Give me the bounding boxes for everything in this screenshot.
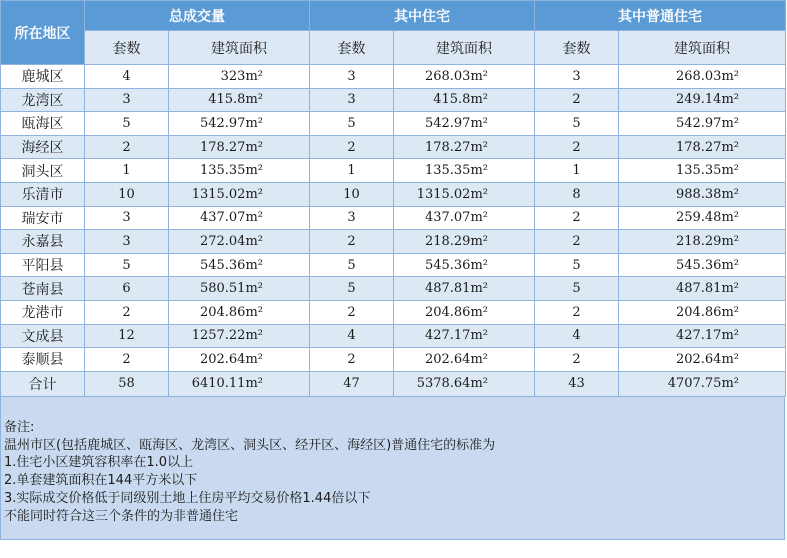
area-unit: m² [245, 351, 263, 367]
ordinary-area-cell: 4707.75m² [619, 371, 786, 396]
area-unit: m² [721, 115, 739, 131]
area-unit: m² [721, 210, 739, 226]
residential-area-cell: 542.97m² [394, 112, 535, 136]
residential-area-cell: 545.36m² [394, 253, 535, 277]
subheader-residential-area: 建筑面积 [394, 31, 535, 65]
residential-area-cell: 135.35m² [394, 159, 535, 183]
area-unit: m² [245, 304, 263, 320]
ordinary-area-cell: 259.48m² [619, 206, 786, 230]
area-unit: m² [721, 328, 739, 344]
region-cell: 泰顺县 [1, 348, 85, 372]
area-unit: m² [245, 92, 263, 108]
area-unit: m² [470, 328, 488, 344]
ordinary-area-cell: 487.81m² [619, 277, 786, 301]
ordinary-units-cell: 5 [535, 253, 619, 277]
ordinary-units-cell: 8 [535, 182, 619, 206]
residential-area-cell: 415.8m² [394, 88, 535, 112]
region-cell: 合计 [1, 371, 85, 396]
total-units-cell: 3 [85, 230, 169, 254]
area-unit: m² [245, 281, 263, 297]
region-cell: 瑞安市 [1, 206, 85, 230]
residential-area-cell: 268.03m² [394, 65, 535, 89]
total-area-cell: 135.35m² [169, 159, 310, 183]
residential-units-cell: 5 [310, 277, 394, 301]
subheader-total-units: 套数 [85, 31, 169, 65]
residential-area-cell: 487.81m² [394, 277, 535, 301]
total-area-cell: 437.07m² [169, 206, 310, 230]
area-unit: m² [721, 351, 739, 367]
total-area-cell: 415.8m² [169, 88, 310, 112]
subheader-total-area: 建筑面积 [169, 31, 310, 65]
total-area-cell: 545.36m² [169, 253, 310, 277]
table-row [1, 253, 786, 277]
total-area-cell: 542.97m² [169, 112, 310, 136]
table-body [1, 65, 786, 397]
residential-units-cell: 10 [310, 182, 394, 206]
total-area-cell: 1257.22m² [169, 324, 310, 348]
ordinary-area-cell: 135.35m² [619, 159, 786, 183]
region-cell: 海经区 [1, 135, 85, 159]
ordinary-area-cell: 204.86m² [619, 300, 786, 324]
area-unit: m² [245, 257, 263, 273]
ordinary-units-cell: 5 [535, 112, 619, 136]
total-units-cell: 4 [85, 65, 169, 89]
total-units-cell: 2 [85, 348, 169, 372]
ordinary-area-cell: 249.14m² [619, 88, 786, 112]
area-unit: m² [721, 68, 739, 84]
total-row [1, 371, 786, 396]
area-unit: m² [245, 186, 263, 202]
residential-area-cell: 178.27m² [394, 135, 535, 159]
header-total: 总成交量 [85, 1, 310, 31]
ordinary-units-cell: 2 [535, 88, 619, 112]
residential-units-cell: 3 [310, 88, 394, 112]
area-unit: m² [245, 210, 263, 226]
area-unit: m² [245, 115, 263, 131]
total-units-cell: 6 [85, 277, 169, 301]
total-area-cell: 323m² [169, 65, 310, 89]
area-unit: m² [721, 233, 739, 249]
ordinary-units-cell: 1 [535, 159, 619, 183]
table-row [1, 112, 786, 136]
ordinary-area-cell: 178.27m² [619, 135, 786, 159]
table-row [1, 230, 786, 254]
residential-area-cell: 1315.02m² [394, 182, 535, 206]
area-unit: m² [721, 186, 739, 202]
table-row [1, 300, 786, 324]
header-region: 所在地区 [1, 1, 85, 65]
residential-units-cell: 5 [310, 112, 394, 136]
total-units-cell: 1 [85, 159, 169, 183]
table-row [1, 88, 786, 112]
subheader-ordinary-units: 套数 [535, 31, 619, 65]
residential-area-cell: 427.17m² [394, 324, 535, 348]
area-unit: m² [470, 115, 488, 131]
area-unit: m² [470, 351, 488, 367]
total-area-cell: 6410.11m² [169, 371, 310, 396]
ordinary-units-cell: 2 [535, 230, 619, 254]
ordinary-area-cell: 988.38m² [619, 182, 786, 206]
notes-title: 备注: [4, 419, 35, 435]
notes-line: 不能同时符合这三个条件的为非普通住宅 [4, 508, 239, 524]
table-row [1, 159, 786, 183]
residential-area-cell: 5378.64m² [394, 371, 535, 396]
residential-units-cell: 2 [310, 135, 394, 159]
total-units-cell: 5 [85, 112, 169, 136]
area-unit: m² [721, 92, 739, 108]
area-unit: m² [245, 328, 263, 344]
residential-area-cell: 437.07m² [394, 206, 535, 230]
region-cell: 苍南县 [1, 277, 85, 301]
total-units-cell: 5 [85, 253, 169, 277]
ordinary-area-cell: 202.64m² [619, 348, 786, 372]
area-unit: m² [245, 233, 263, 249]
table-row [1, 182, 786, 206]
total-area-cell: 272.04m² [169, 230, 310, 254]
table-row [1, 206, 786, 230]
table-row [1, 277, 786, 301]
total-units-cell: 3 [85, 206, 169, 230]
subheader-residential-units: 套数 [310, 31, 394, 65]
area-unit: m² [470, 210, 488, 226]
region-cell: 龙湾区 [1, 88, 85, 112]
ordinary-units-cell: 2 [535, 348, 619, 372]
area-unit: m² [470, 92, 488, 108]
area-unit: m² [721, 304, 739, 320]
region-cell: 洞头区 [1, 159, 85, 183]
area-unit: m² [721, 257, 739, 273]
total-units-cell: 2 [85, 135, 169, 159]
residential-units-cell: 2 [310, 348, 394, 372]
notes-line: 2.单套建筑面积在144平方米以下 [4, 473, 198, 489]
table-row [1, 65, 786, 89]
table-row [1, 135, 786, 159]
residential-area-cell: 202.64m² [394, 348, 535, 372]
region-cell: 瓯海区 [1, 112, 85, 136]
residential-units-cell: 3 [310, 65, 394, 89]
area-unit: m² [470, 163, 488, 179]
header-residential: 其中住宅 [310, 1, 535, 31]
total-area-cell: 202.64m² [169, 348, 310, 372]
ordinary-area-cell: 545.36m² [619, 253, 786, 277]
notes-box [0, 397, 785, 540]
area-unit: m² [245, 139, 263, 155]
region-cell: 文成县 [1, 324, 85, 348]
total-units-cell: 58 [85, 371, 169, 396]
region-cell: 平阳县 [1, 253, 85, 277]
notes-line: 3.实际成交价格低于同级别土地上住房平均交易价格1.44倍以下 [4, 490, 371, 506]
total-area-cell: 178.27m² [169, 135, 310, 159]
area-unit: m² [470, 376, 488, 392]
area-unit: m² [721, 281, 739, 297]
area-unit: m² [470, 281, 488, 297]
residential-units-cell: 4 [310, 324, 394, 348]
region-cell: 乐清市 [1, 182, 85, 206]
total-area-cell: 204.86m² [169, 300, 310, 324]
residential-units-cell: 3 [310, 206, 394, 230]
table-row [1, 348, 786, 372]
ordinary-area-cell: 268.03m² [619, 65, 786, 89]
residential-units-cell: 1 [310, 159, 394, 183]
ordinary-units-cell: 43 [535, 371, 619, 396]
residential-units-cell: 2 [310, 300, 394, 324]
region-cell: 鹿城区 [1, 65, 85, 89]
area-unit: m² [470, 233, 488, 249]
region-cell: 永嘉县 [1, 230, 85, 254]
notes-line: 温州市区(包括鹿城区、瓯海区、龙湾区、洞头区、经开区、海经区)普通住宅的标准为 [4, 437, 496, 453]
area-unit: m² [721, 139, 739, 155]
residential-units-cell: 2 [310, 230, 394, 254]
ordinary-units-cell: 2 [535, 206, 619, 230]
residential-units-cell: 5 [310, 253, 394, 277]
ordinary-units-cell: 3 [535, 65, 619, 89]
ordinary-units-cell: 4 [535, 324, 619, 348]
area-unit: m² [721, 163, 739, 179]
ordinary-units-cell: 5 [535, 277, 619, 301]
area-unit: m² [245, 376, 263, 392]
area-unit: m² [470, 186, 488, 202]
area-unit: m² [470, 304, 488, 320]
residential-units-cell: 47 [310, 371, 394, 396]
ordinary-units-cell: 2 [535, 300, 619, 324]
ordinary-units-cell: 2 [535, 135, 619, 159]
table-row [1, 324, 786, 348]
region-cell: 龙港市 [1, 300, 85, 324]
total-area-cell: 1315.02m² [169, 182, 310, 206]
area-unit: m² [721, 376, 739, 392]
area-unit: m² [470, 257, 488, 273]
total-area-cell: 580.51m² [169, 277, 310, 301]
residential-area-cell: 218.29m² [394, 230, 535, 254]
area-unit: m² [245, 68, 263, 84]
header-ordinary-residential: 其中普通住宅 [535, 1, 786, 31]
total-units-cell: 3 [85, 88, 169, 112]
total-units-cell: 2 [85, 300, 169, 324]
ordinary-area-cell: 218.29m² [619, 230, 786, 254]
ordinary-area-cell: 427.17m² [619, 324, 786, 348]
ordinary-area-cell: 542.97m² [619, 112, 786, 136]
total-units-cell: 10 [85, 182, 169, 206]
residential-area-cell: 204.86m² [394, 300, 535, 324]
total-units-cell: 12 [85, 324, 169, 348]
subheader-ordinary-area: 建筑面积 [619, 31, 786, 65]
area-unit: m² [245, 163, 263, 179]
area-unit: m² [470, 68, 488, 84]
area-unit: m² [470, 139, 488, 155]
notes-line: 1.住宅小区建筑容积率在1.0以上 [4, 455, 194, 471]
